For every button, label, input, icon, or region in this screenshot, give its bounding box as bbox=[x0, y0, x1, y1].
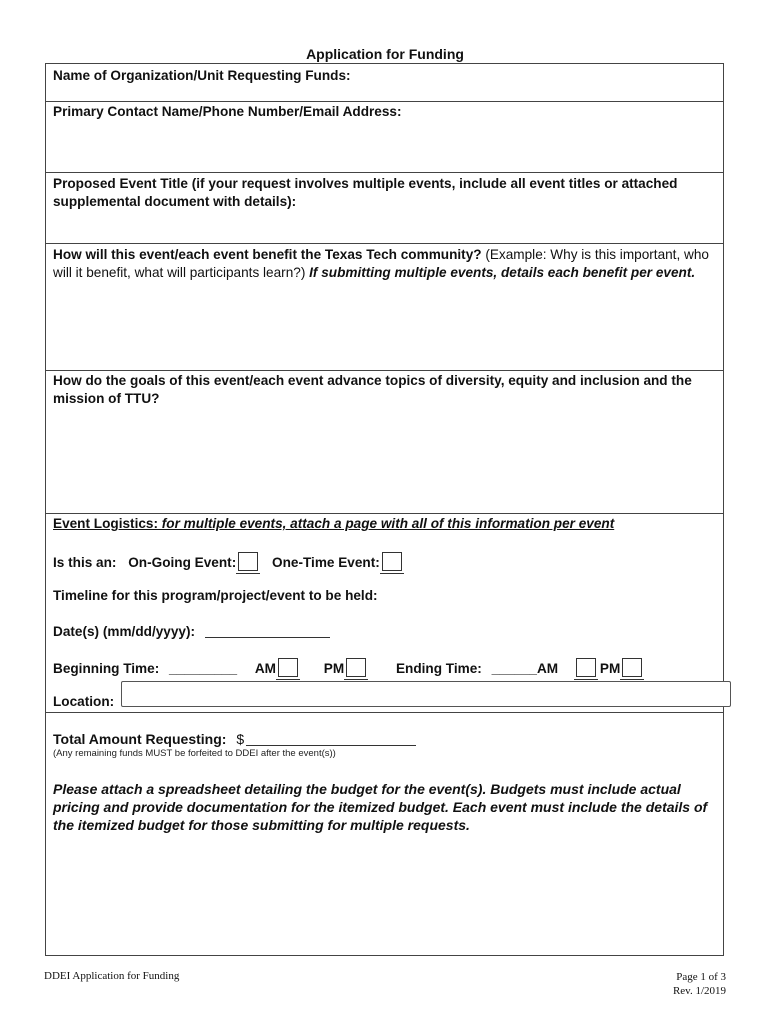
begin-pm-checkbox[interactable] bbox=[346, 658, 366, 677]
funds-note: (Any remaining funds MUST be forfeited to DDEI after the event(s)) bbox=[53, 748, 336, 759]
begin-am-checkbox[interactable] bbox=[278, 658, 298, 677]
benefit-question bbox=[53, 246, 713, 282]
divider bbox=[46, 370, 723, 371]
ending-time-field[interactable]: ______ bbox=[491, 661, 537, 676]
dates-label: Date(s) (mm/dd/yyyy): bbox=[53, 624, 196, 639]
time-row bbox=[53, 658, 642, 677]
footer-page-info bbox=[673, 970, 726, 998]
total-amount-label: Total Amount Requesting: bbox=[53, 731, 227, 747]
revision-date: Rev. 1/2019 bbox=[672, 985, 726, 997]
location-input[interactable] bbox=[121, 681, 731, 707]
timeline-label: Timeline for this program/project/event to be held: bbox=[53, 588, 378, 603]
begin-pm-label: PM bbox=[323, 661, 345, 676]
end-pm-checkbox[interactable] bbox=[622, 658, 642, 677]
amount-row bbox=[53, 731, 416, 747]
end-am-checkbox[interactable] bbox=[576, 658, 596, 677]
divider bbox=[46, 172, 723, 173]
application-form bbox=[45, 63, 724, 956]
benefit-example: (Example: Why is this important, who will it benefit, what will participants learn?) bbox=[53, 247, 709, 280]
event-type-row bbox=[53, 552, 402, 571]
onetime-label: One-Time Event: bbox=[272, 555, 380, 570]
dates-field[interactable] bbox=[205, 623, 330, 638]
onetime-checkbox[interactable] bbox=[382, 552, 402, 571]
logistics-label: Event Logistics: bbox=[53, 516, 158, 531]
begin-am-label: AM bbox=[254, 661, 276, 676]
divider bbox=[46, 513, 723, 514]
dates-row bbox=[53, 623, 330, 639]
logistics-note: for multiple events, attach a page with all of this information per event bbox=[158, 516, 615, 531]
ongoing-label: On-Going Event: bbox=[128, 555, 237, 570]
divider bbox=[46, 243, 723, 244]
beginning-time-label: Beginning Time: bbox=[53, 661, 160, 676]
page-number: Page 1 of 3 bbox=[676, 971, 726, 983]
end-pm-label: PM bbox=[599, 661, 621, 676]
divider bbox=[46, 101, 723, 102]
benefit-multiple-note: If submitting multiple events, details each benefit per event. bbox=[309, 265, 696, 280]
org-label: Name of Organization/Unit Requesting Funds: bbox=[53, 68, 351, 83]
contact-label: Primary Contact Name/Phone Number/Email Address: bbox=[53, 104, 402, 119]
ending-time-label: Ending Time: bbox=[395, 661, 482, 676]
budget-instructions: Please attach a spreadsheet detailing the budget for the event(s). Budgets must include actual pricing and provide documentation for the itemized budget. Each event must include the details of the itemized budget for those submitting for multiple requests. bbox=[53, 781, 708, 833]
end-am-label: AM bbox=[536, 661, 559, 676]
footer-form-name: DDEI Application for Funding bbox=[44, 970, 180, 982]
divider bbox=[46, 712, 723, 713]
logistics-heading bbox=[53, 516, 614, 531]
benefit-question-bold: How will this event/each event benefit the Texas Tech community? bbox=[53, 247, 482, 262]
goals-question: How do the goals of this event/each event advance topics of diversity, equity and inclusion and the mission of TTU? bbox=[53, 373, 692, 406]
beginning-time-field[interactable]: _________ bbox=[169, 661, 238, 676]
amount-field[interactable] bbox=[246, 731, 416, 746]
location-label: Location: bbox=[53, 694, 115, 709]
is-this-an-label: Is this an: bbox=[53, 555, 117, 570]
page-title: Application for Funding bbox=[306, 46, 464, 62]
event-title-label: Proposed Event Title (if your request involves multiple events, include all event titles or attached supplemental document with details): bbox=[53, 176, 678, 209]
ongoing-checkbox[interactable] bbox=[238, 552, 258, 571]
dollar-sign: $ bbox=[236, 731, 245, 747]
